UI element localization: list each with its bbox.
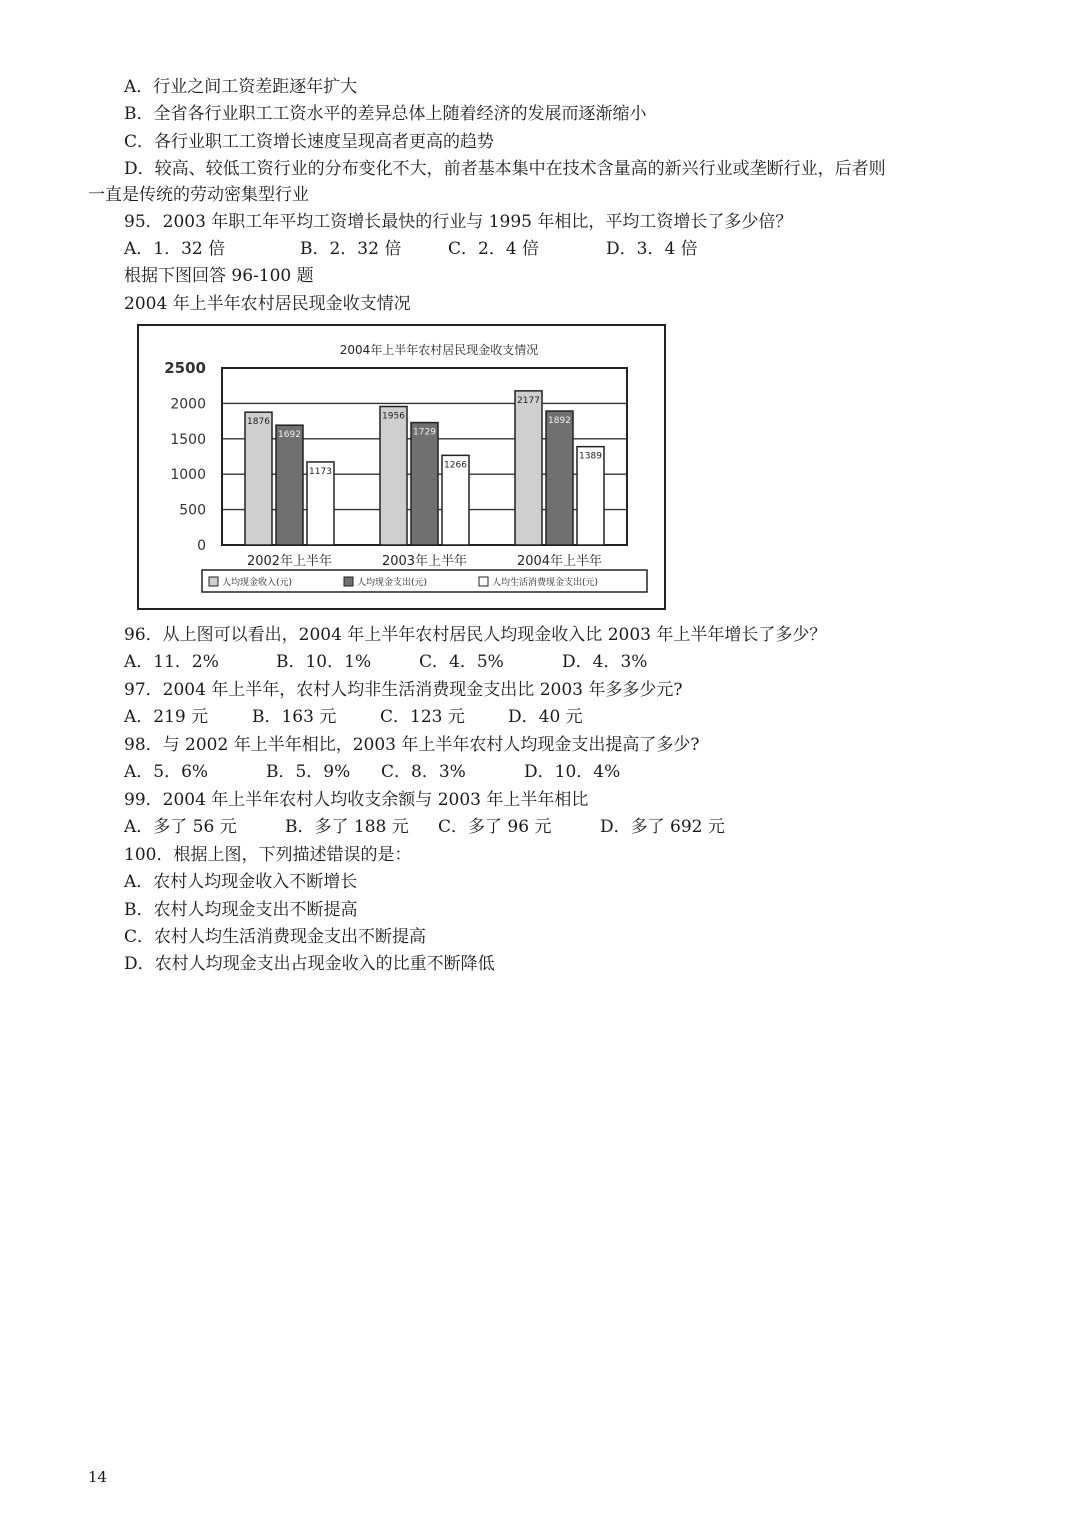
chart-caption: 2004 年上半年农村居民现金收支情况 (124, 294, 411, 314)
q100-option-d: D．农村人均现金支出占现金收入的比重不断降低 (124, 954, 495, 974)
q99-options (124, 816, 725, 838)
bar (515, 391, 542, 545)
bar-value-label: 1729 (413, 427, 436, 438)
q97-options (124, 706, 583, 728)
q94-option-b: B．全省各行业职工工资水平的差异总体上随着经济的发展而逐渐缩小 (124, 104, 647, 124)
intro-text: 根据下图回答 96-100 题 (124, 266, 314, 286)
x-tick-label: 2003年上半年 (381, 554, 468, 569)
q99-stem: 99．2004 年上半年农村人均收支余额与 2003 年上半年相比 (124, 790, 589, 810)
q100-stem: 100．根据上图，下列描述错误的是： (124, 845, 412, 865)
chart-frame (137, 324, 666, 610)
x-tick-label: 2004年上半年 (516, 554, 603, 569)
q98-options (124, 761, 620, 783)
q97-option-b: B．163 元 (252, 707, 337, 727)
q99-option-a: A．多了 56 元 (124, 817, 237, 837)
y-tick-label: 0 (197, 538, 206, 554)
bar-value-label: 1892 (548, 416, 571, 427)
legend-swatch (344, 577, 353, 586)
q98-option-b: B．5．9% (266, 762, 351, 782)
q99-option-c: C．多了 96 元 (438, 817, 552, 837)
q94-option-d-line2: 一直是传统的劳动密集型行业 (88, 185, 309, 205)
q96-options (124, 651, 647, 673)
q98-option-c: C．8．3% (381, 762, 466, 782)
bar-value-label: 1389 (579, 451, 602, 462)
y-tick-label: 500 (179, 502, 206, 519)
q96-option-c: C．4．5% (419, 652, 504, 672)
bar (276, 425, 303, 545)
q98-option-a: A．5．6% (124, 762, 209, 782)
bar (411, 423, 438, 545)
q94-option-a: A．行业之间工资差距逐年扩大 (124, 77, 358, 97)
y-tick-label: 2500 (164, 359, 206, 377)
legend-swatch (209, 577, 218, 586)
bar (245, 412, 272, 545)
q99-option-d: D．多了 692 元 (600, 817, 725, 837)
q95-stem: 95．2003 年职工年平均工资增长最快的行业与 1995 年相比，平均工资增长了多少倍？ (124, 212, 793, 232)
q96-option-a: A．11．2% (124, 652, 219, 672)
bar-chart (139, 326, 664, 608)
q94-option-c: C．各行业职工工资增长速度呈现高者更高的趋势 (124, 132, 495, 152)
bar-value-label: 1956 (382, 411, 405, 422)
q96-option-b: B．10．1% (276, 652, 372, 672)
y-tick-label: 2000 (170, 396, 206, 413)
y-tick-label: 1000 (170, 467, 206, 484)
bar (546, 411, 573, 545)
page-number: 14 (88, 1468, 108, 1486)
q99-option-b: B．多了 188 元 (285, 817, 409, 837)
q97-option-d: D．40 元 (508, 707, 583, 727)
q95-options (124, 238, 698, 260)
q97-option-a: A．219 元 (124, 707, 209, 727)
legend-label: 人均现金支出(元) (357, 578, 428, 588)
q97-stem: 97．2004 年上半年，农村人均非生活消费现金支出比 2003 年多多少元? (124, 680, 683, 700)
q96-option-d: D．4．3% (562, 652, 648, 672)
q96-stem: 96．从上图可以看出，2004 年上半年农村居民人均现金收入比 2003 年上半年增长了多少？ (124, 625, 827, 645)
q95-option-b: B．2．32 倍 (300, 239, 402, 259)
q100-option-c: C．农村人均生活消费现金支出不断提高 (124, 927, 427, 947)
q94-option-d-line1: D．较高、较低工资行业的分布变化不大，前者基本集中在技术含量高的新兴行业或垄断行业，后者则 (124, 159, 886, 179)
bar-value-label: 1266 (444, 460, 467, 471)
q100-option-a: A．农村人均现金收入不断增长 (124, 872, 358, 892)
q98-option-d: D．10．4% (524, 762, 621, 782)
legend-swatch (479, 577, 488, 586)
q97-option-c: C．123 元 (380, 707, 465, 727)
x-tick-label: 2002年上半年 (246, 554, 333, 569)
chart-title: 2004年上半年农村居民现金收支情况 (339, 343, 539, 357)
q95-option-d: D．3．4 倍 (606, 239, 698, 259)
y-tick-label: 1500 (170, 431, 206, 448)
bar-value-label: 1173 (309, 466, 332, 477)
bar-value-label: 1876 (247, 417, 270, 428)
q98-stem: 98．与 2002 年上半年相比，2003 年上半年农村人均现金支出提高了多少? (124, 735, 700, 755)
bar (380, 407, 407, 545)
legend-label: 人均现金收入(元) (222, 578, 293, 588)
q100-option-b: B．农村人均现金支出不断提高 (124, 900, 358, 920)
bar-value-label: 1692 (278, 430, 301, 441)
legend-label: 人均生活消费现金支出(元) (492, 578, 599, 588)
q95-option-a: A．1．32 倍 (124, 239, 226, 259)
q95-option-c: C．2．4 倍 (448, 239, 540, 259)
bar-value-label: 2177 (517, 395, 540, 406)
